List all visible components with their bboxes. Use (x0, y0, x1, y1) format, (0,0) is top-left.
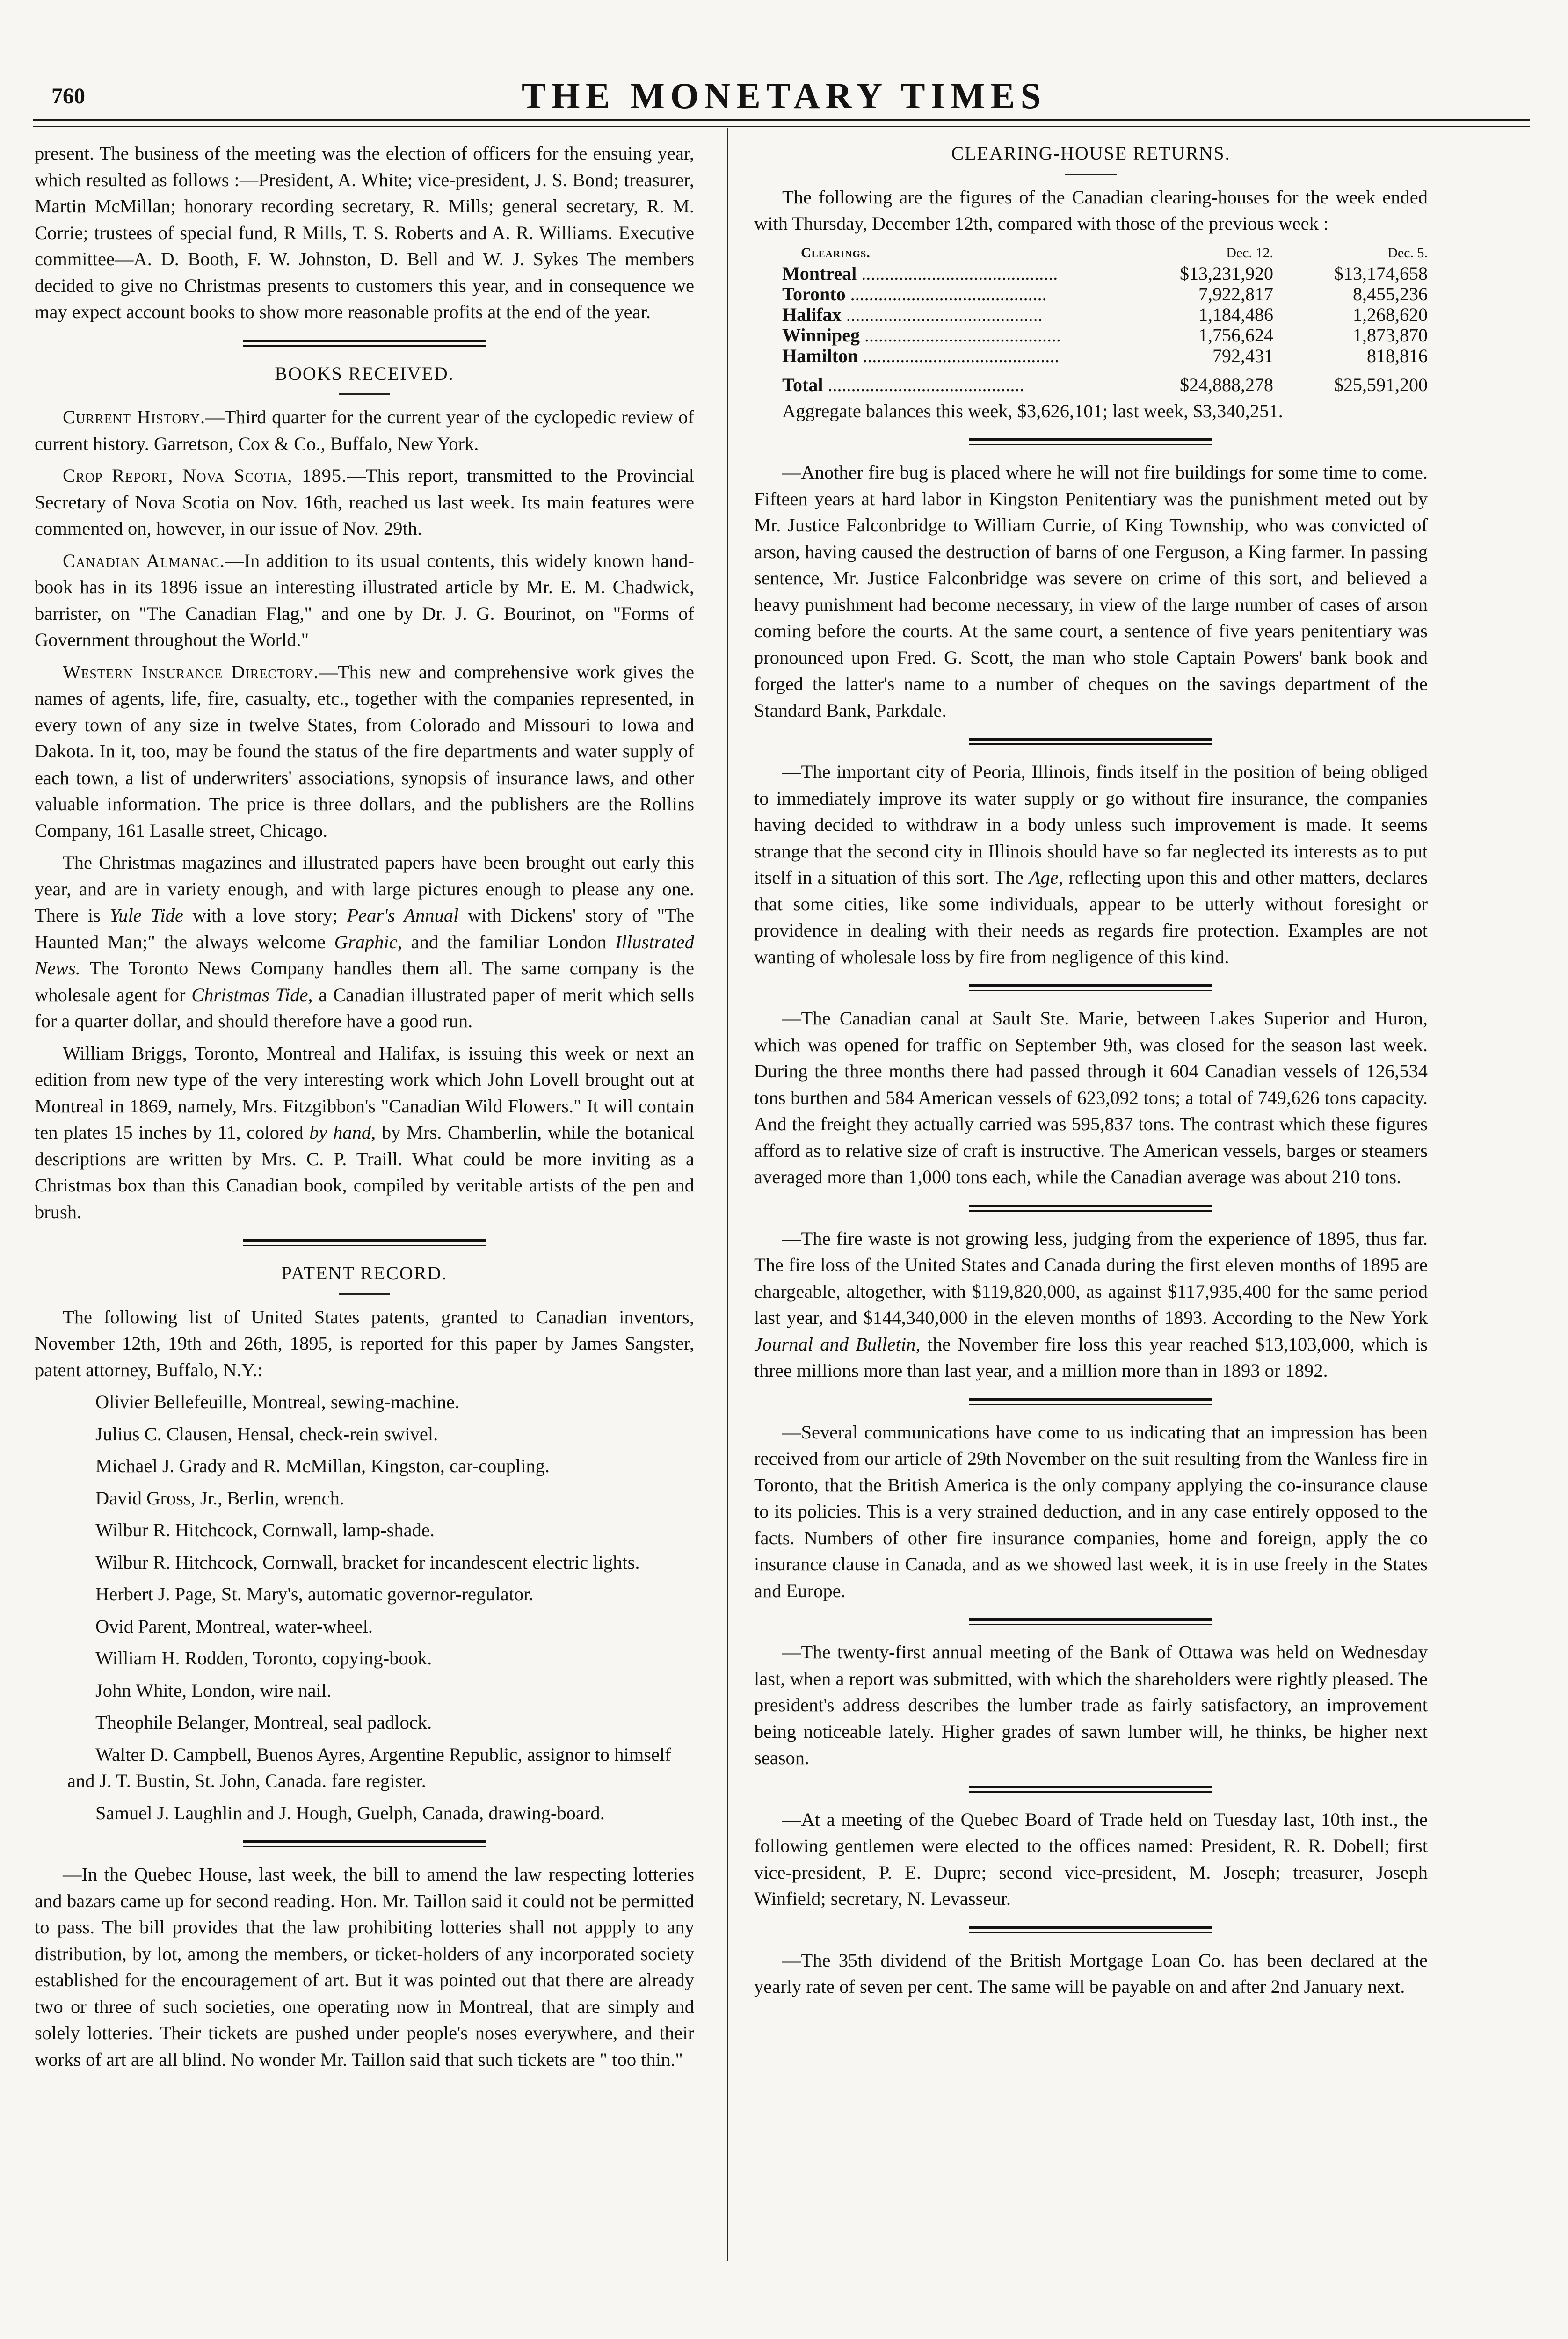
city-cell: Toronto ..... (754, 284, 1119, 305)
patent-item: Michael J. Grady and R. McMillan, Kingston, car-coupling. (95, 1455, 550, 1476)
table-row (754, 325, 1428, 346)
patent-item: Wilbur R. Hitchcock, Cornwall, bracket for incandescent electric lights. (95, 1551, 640, 1573)
section-rule (969, 1786, 1212, 1793)
section-rule (969, 984, 1212, 991)
section-rule (969, 1398, 1212, 1405)
dec5-cell: 818,816 (1367, 345, 1428, 366)
book-entry: Current History.—Third quarter for the current year of the cyclopedic review of current history. Garretson, Cox & Co., Buffalo, New York. (35, 407, 694, 454)
wanless-paragraph: —Several communications have come to us indicating that an impression has been received from our article of 29th November on the suit resulting from the Wanless fire in Toronto, that the British America is the only company applying the co-insurance clause to its policies. This is a very strained deduction, and in any case entirely opposed to the facts. Numbers of other fire insurance companies, home and foreign, apply the co insurance clause in Canada, and as we showed last week, it is in use freely in the States and Europe. (754, 1421, 1428, 1601)
quebec-house-paragraph: —In the Quebec House, last week, the bill to amend the law respecting lotteries and bazars came up for second reading. Hon. Mr. Taillon said it could not be permitted to pass. The bill provides that the law prohibiting lotteries shall not appply to any distribution, by lot, among the members, or ticket-holders of any incorporated society established for the encouragement of art. But it was pointed out that there are already two or three of such societies, one operating now in Montreal, that are simply and solely lotteries. Their tickets are pushed under people's noses everywhere, and their works of art are all blind. No wonder Mr. Taillon said that such tickets are " too thin." (35, 1864, 694, 2070)
dec12-cell: 1,184,486 (1198, 304, 1273, 325)
masthead: THE MONETARY TIMES (522, 75, 1046, 116)
patent-intro: The following list of United States patents, granted to Canadian inventors, November 12th, 19th and 26th, 1895, is reported for this paper by James Sangster, patent attorney, Buffalo, N.Y.: (35, 1306, 694, 1380)
city-cell: Montreal ..... (754, 263, 1119, 284)
patent-item: David Gross, Jr., Berlin, wrench. (95, 1487, 345, 1509)
aggregate-balances: Aggregate balances this week, $3,626,101; last week, $3,340,251. (782, 400, 1283, 421)
dec5-cell: 1,268,620 (1353, 304, 1428, 325)
city-cell: Winnipeg ..... (754, 325, 1119, 346)
fire-waste-paragraph: —The fire waste is not growing less, judging from the experience of 1895, thus far. The fire loss of the United States and Canada during the first eleven months of 1895 are chargeable, altogether, with $119,820,000, as against $117,935,400 for the same period last year, and $144,340,000 in the eleven months of 1893. According to the New York Journal and Bulletin, the November fire loss this year reached $13,103,000, which is three millions more than last year, and a million more than in 1893 or 1892. (754, 1228, 1428, 1381)
table-row (754, 305, 1428, 325)
section-rule (969, 438, 1212, 445)
patent-item: Samuel J. Laughlin and J. Hough, Guelph, Canada, drawing-board. (95, 1802, 605, 1823)
book-entry: Crop Report, Nova Scotia, 1895.—This report, transmitted to the Provincial Secretary of Nova Scotia on Nov. 16th, reached us last week. Its main features were commented on, however, in our issue of Nov. 29th. (35, 465, 694, 539)
city-cell: Halifax ..... (754, 305, 1119, 325)
patent-item: Herbert J. Page, St. Mary's, automatic governor-regulator. (95, 1584, 534, 1605)
patent-item: William H. Rodden, Toronto, copying-book. (95, 1648, 432, 1669)
book-entry: Canadian Almanac.—In addition to its usual contents, this widely known hand-book has in its 1896 issue an interesting illustrated article by Mr. E. M. Chadwick, barrister, on "The Canadian Flag," and one by Dr. J. G. Bourinot, on "Forms of Government throughout the World." (35, 550, 695, 650)
section-rule (969, 1618, 1212, 1625)
header-rule (33, 119, 1530, 121)
right-column (754, 140, 1428, 2006)
header-rule-thin (33, 126, 1530, 127)
title-rule (339, 1293, 390, 1295)
dec5-header: Dec. 5. (1387, 245, 1428, 261)
dec12-cell: $13,231,920 (1179, 262, 1273, 284)
patent-item: Theophile Belanger, Montreal, seal padlock. (95, 1712, 432, 1733)
bank-of-ottawa-paragraph: —The twenty-first annual meeting of the Bank of Ottawa was held on Wednesday last, when a report was submitted, with which the shareholders were rightly pleased. The president's address describes the lumber trade as fairly satisfactory, an improvement being noticeable lately. Higher grades of sawn lumber will, he thinks, be higher next season. (754, 1642, 1428, 1768)
dec12-cell: 792,431 (1212, 345, 1273, 366)
clearings-header: Clearings. (801, 245, 871, 261)
patent-item: John White, London, wire nail. (95, 1679, 332, 1701)
books-received-title: BOOKS RECEIVED. (275, 363, 454, 384)
dec5-cell: $13,174,658 (1334, 262, 1428, 284)
table-row (754, 346, 1428, 366)
clearing-intro: The following are the figures of the Canadian clearing-houses for the week ended with Thursday, December 12th, compared with those of the previous week : (754, 186, 1428, 234)
section-rule (969, 1926, 1212, 1933)
dec5-cell: 8,455,236 (1353, 283, 1428, 305)
section-rule (243, 340, 486, 347)
total-row (754, 366, 1428, 395)
meeting-intro: present. The business of the meeting was the election of officers for the ensuing year, which resulted as follows :—President, A. White; vice-president, J. S. Bond; treasurer, Martin McMillan; honorary recording secretary, R. Mills; general secretary, R. M. Corrie; trustees of special fund, R Mills, T. S. Roberts and A. R. Williams. Executive committee—A. D. Booth, F. W. Johnston, D. Bell and W. J. Sykes The members decided to give no Christmas presents to customers this year, and in consequence we may expect account books to show more reasonable profits at the end of the year. (35, 143, 694, 322)
total-dec5: $25,591,200 (1334, 374, 1428, 395)
briggs-paragraph: William Briggs, Toronto, Montreal and Halifax, is issuing this week or next an edition from new type of the very interesting work which John Lovell brought out at Montreal in 1869, namely, Mrs. Fitzgibbon's "Canadian Wild Flowers." It will contain ten plates 15 inches by 11, colored by hand, by Mrs. Chamberlin, while the botanical descriptions are written by Mrs. C. P. Traill. What could be more inviting as a Christmas box than this Canadian book, compiled by veritable artists of the pen and brush. (35, 1042, 695, 1222)
dec12-header: Dec. 12. (1226, 245, 1273, 261)
canal-paragraph: —The Canadian canal at Sault Ste. Marie, between Lakes Superior and Huron, which was opened for traffic on September 9th, was closed for the season last week. During the three months there had passed through it 604 Canadian vessels of 126,534 tons burthen and 584 American vessels of 623,092 tons; a total of 749,626 tons capacity. And the freight they actually carried was 595,837 tons. The contrast which these figures afford as to relative size of craft is instructive. The American vessels, barges or steamers averaged more than 1,000 tons each, while the Canadian average was about 210 tons. (754, 1008, 1428, 1187)
book-entry: Western Insurance Directory.—This new and comprehensive work gives the names of agents, life, fire, casualty, etc., together with the companies represented, in every town of any size in twelve States, from Colorado and Missouri to Iowa and Dakota. In it, too, may be found the status of the fire departments and water supply of each town, a list of underwriters' associations, synopsis of insurance laws, and other valuable information. The price is three dollars, and the publishers are the Rollins Company, 161 Lasalle street, Chicago. (35, 661, 694, 841)
left-column (35, 140, 694, 2078)
dec12-cell: 1,756,624 (1198, 324, 1273, 346)
page-number: 760 (51, 84, 85, 109)
patent-item: Walter D. Campbell, Buenos Ayres, Argentine Republic, assignor to himself and J. T. Bustin, St. John, Canada. fare register. (67, 1743, 671, 1791)
patent-item: Wilbur R. Hitchcock, Cornwall, lamp-shade. (95, 1519, 435, 1540)
table-row (754, 284, 1428, 305)
section-rule (243, 1239, 486, 1246)
christmas-magazines-paragraph: The Christmas magazines and illustrated papers have been brought out early this year, and are in variety enough, and with large pictures enough to please any one. There is Yule Tide with a love story; Pear's Annual with Dickens' story of "The Haunted Man;" the always welcome Graphic, and the familiar London Illustrated News. The Toronto News Company handles them all. The same company is the wholesale agent for Christmas Tide, a Canadian illustrated paper of merit which sells for a quarter dollar, and should therefore have a good run. (35, 852, 695, 1031)
dec12-cell: 7,922,817 (1198, 283, 1273, 305)
dec5-cell: 1,873,870 (1353, 324, 1428, 346)
patent-item: Ovid Parent, Montreal, water-wheel. (95, 1615, 373, 1637)
clearing-table (754, 243, 1428, 395)
city-cell: Hamilton ..... (754, 346, 1119, 366)
section-rule (969, 1205, 1212, 1212)
section-rule (969, 738, 1212, 745)
total-dec12: $24,888,278 (1179, 374, 1273, 395)
patent-record-title: PATENT RECORD. (281, 1263, 448, 1284)
peoria-paragraph: —The important city of Peoria, Illinois, finds itself in the position of being obliged to immediately improve its water supply or go without fire insurance, the companies having decided to withdraw in a body unless such improvement is made. It seems strange that the second city in Illinois should have so far neglected its interests as to put itself in a situation of this sort. The Age, reflecting upon this and other matters, declares that some cities, like some individuals, appear to be utterly without foresight or providence in dealing with their needs as regards fire protection. Examples are not wanting of wholesale loss by fire from negligence of this kind. (754, 761, 1428, 967)
column-divider (727, 128, 728, 2261)
title-rule (1065, 174, 1117, 175)
quebec-board-of-trade-paragraph: —At a meeting of the Quebec Board of Trade held on Tuesday last, 10th inst., the following gentlemen were elected to the offices named: President, R. R. Dobell; first vice-president, P. E. Dupre; second vice-president, M. Joseph; treasurer, Joseph Winfield; secretary, N. Levasseur. (754, 1809, 1428, 1909)
dividend-paragraph: —The 35th dividend of the British Mortgage Loan Co. has been declared at the yearly rate of seven per cent. The same will be payable on and after 2nd January next. (754, 1949, 1428, 1997)
title-rule (339, 393, 390, 395)
total-label: Total ..... (754, 366, 1119, 395)
patent-item: Julius C. Clausen, Hensal, check-rein swivel. (95, 1423, 438, 1445)
clearing-header-row (754, 243, 1428, 263)
table-row (754, 263, 1428, 284)
patent-item: Olivier Bellefeuille, Montreal, sewing-machine. (95, 1391, 460, 1412)
section-rule (243, 1840, 486, 1847)
clearing-house-title: CLEARING-HOUSE RETURNS. (951, 143, 1231, 164)
fire-bug-paragraph: —Another fire bug is placed where he will not fire buildings for some time to come. Fifteen years at hard labor in Kingston Penitentiary was the punishment meted out by Mr. Justice Falconbridge to William Currie, of King Township, who was convicted of arson, having caused the destruction of barns of one Ferguson, a King farmer. In passing sentence, Mr. Justice Falconbridge was severe on crime of this sort, and believed a heavy punishment had become necessary, in view of the large number of cases of arson coming before the courts. At the same court, a sentence of five years penitentiary was pronounced upon Fred. G. Scott, the man who stole Captain Powers' bank book and forged the latter's name to a number of cheques on the savings department of the Standard Bank, Parkdale. (754, 462, 1428, 721)
